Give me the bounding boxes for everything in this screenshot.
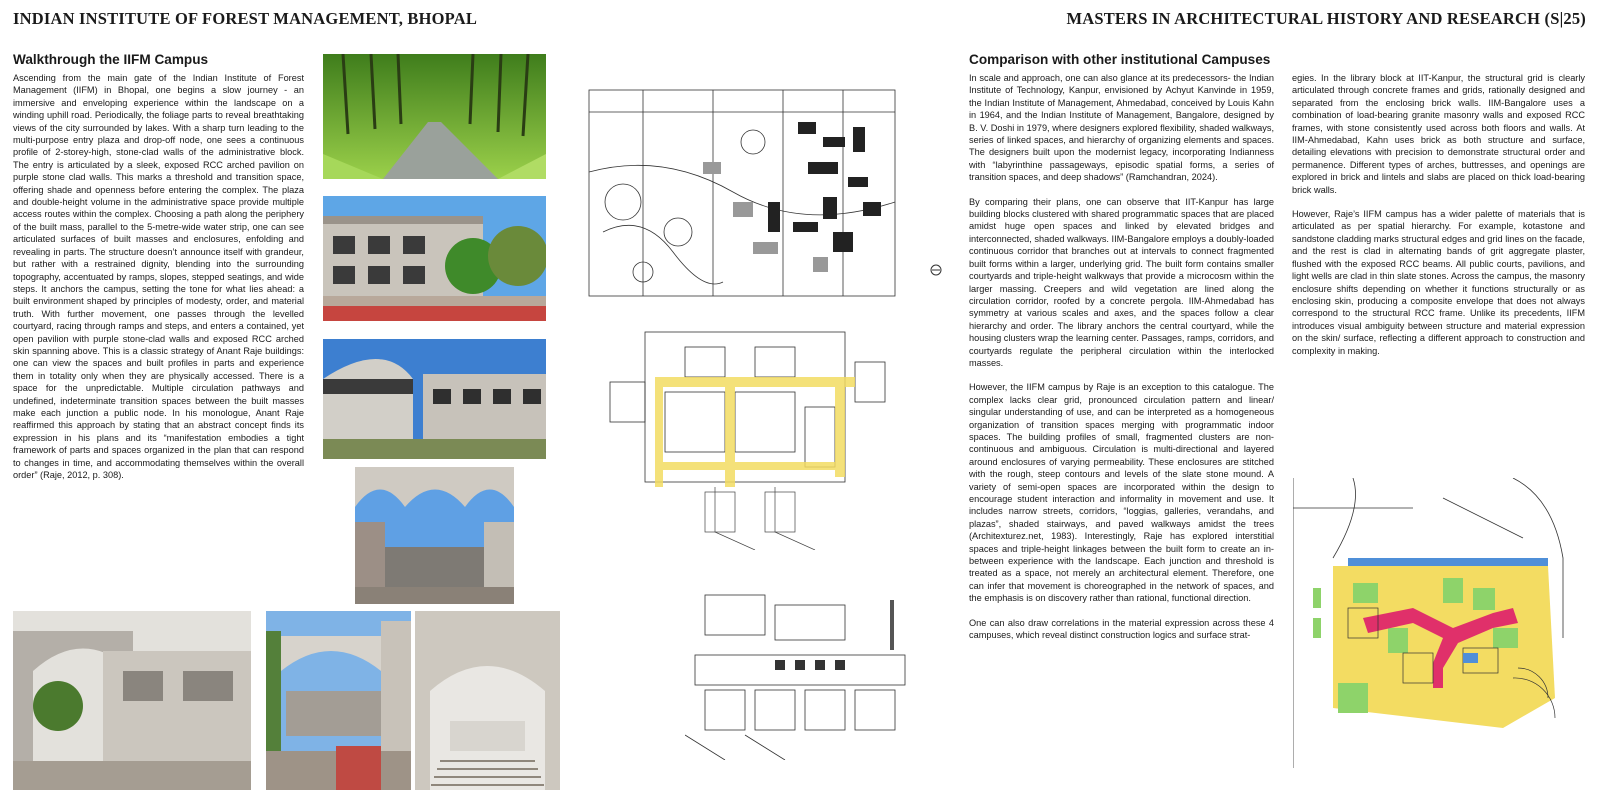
right-column-1	[969, 72, 1274, 641]
campus-plan-2	[605, 322, 895, 550]
pavilion-view-photo	[266, 611, 411, 790]
campus-site-plan-1	[583, 82, 903, 304]
right-col2-para-1: egies. In the library block at IIT-Kanpur, the structural grid is clearly articulated through concrete frames and grids, rationally designed and separated from the enclosing brick walls. IIM-Bangalore uses a combination of load-bearing granite masonry walls and exposed RCC frames, with stone consistently used across both floors and walls. At IIM-Ahmedabad, Kahn uses brick as both structure and surface, detailing elevations with precision to demonstrate structural order and permanence. Different types of arches, buttresses, and openings are explored in brick and lintels and slabs are placed on thick load-bearing brick walls.	[1292, 73, 1585, 195]
stair-arch-photo	[415, 611, 560, 790]
left-section-title: Walkthrough the IIFM Campus	[13, 52, 209, 67]
forest-road-photo	[323, 54, 546, 179]
right-col1-para-3: However, the IIFM campus by Raje is an exception to this catalogue. The complex lacks clear grid, pronounced circulation pattern and linear/ singular understanding of use, and can be interpreted as a homogeneous organization of transition spaces merging with programmatic indoor spaces. The building profiles of small, fragmented clusters are non-continuous and ambiguous. Circulation is multi-directional and layered around enclosures of varying permeability. These enclosures are stitched with the rough, steep contours and levels of the slate stone mound. A variety of semi-open spaces are incorporated within the design to encourage student interaction and informality in movement and use. It includes narrow streets, corridors, “loggias, galleries, verandahs, and plazas”, shaded stairways, and paved walkways amidst the trees (Architexturez.net, 1983). Interestingly, Raje has explored interstitial spaces and triple-height linkages between the built form to create an in-between experience with the landscape. Each junction and threshold is treated as a space, not merely an architectural element. Therefore, one can infer that movement is choreographed in the network of spaces, and the emphasis is on discovery rather than rational, functional direction.	[969, 382, 1274, 604]
courtyard-arch-photo	[13, 611, 251, 790]
arched-pavilion-photo	[323, 339, 546, 459]
right-col1-para-1: In scale and approach, one can also glance at its predecessors- the Indian Institute of Technology, Kanpur, envisioned by Achyut Kanvinde in 1959, the Indian Institute of Management, Ahmedabad, conceived by Louis Kahn in 1964, and the Indian Institute of Management, Bangalore, designed by B. V. Doshi in 1979, where designers explored flexibility, shaded walkways, series of linked spaces, and hierarchy of organizing elements and spaces. The designers built upon the modernist legacy, incorporating Indianness with “labyrinthine passageways, episodic spatial forms, a series of transition spaces, and deep shadows” (Ramchandran, 2024).	[969, 73, 1274, 183]
admin-block-photo	[323, 196, 546, 321]
right-col1-para-4: One can also draw correlations in the material expression across these 4 campuses, which reveal distinct construction logics and surface strat-	[969, 617, 1274, 641]
campus-plan-3	[685, 585, 920, 760]
right-column-2	[1292, 72, 1585, 357]
header-left: INDIAN INSTITUTE OF FOREST MANAGEMENT, BHOPAL	[13, 9, 478, 28]
north-arrow-icon	[930, 264, 942, 276]
header-right: MASTERS IN ARCHITECTURAL HISTORY AND RESEARCH (S|25)	[1066, 9, 1586, 28]
right-section-title: Comparison with other institutional Campuses	[969, 52, 1271, 67]
right-col2-para-2: However, Raje’s IIFM campus has a wider palette of materials that is articulated as per spatial hierarchy. For example, kotastone and sandstone cladding marks structural edges and grid lines on the facade, and the rest is clad in alternating bands of grit aggregate plaster, flushed with the exposed RCC beams. All public courts, pavilions, and light wells are clad in thin slate stones. Across the campus, the masonry enclosure shifts depending on whether it functions structurally or as enclosing skin, producing a composite envelope that does not always correspond to the structural RCC frame. Unlike its precedents, IIFM introduces visual ambiguity between structure and material expression on the skin/ surface, reflecting a different approach to construction and complexity in making.	[1292, 209, 1585, 356]
right-col1-para-2: By comparing their plans, one can observe that IIT-Kanpur has large building blocks clustered with shared programmatic spaces that are placed amidst huge open spaces and linked by elevated bridges and interconnected, shaded walkways. IIM-Bangalore employs a doubly-loaded continuous corridor that branches out at intervals to connect fragmented built forms within a larger, underlying grid. The built form contains smaller courtyards and triple-height walkways that provide a microcosm within the larger massing. Creepers and wild vegetation are lined along the circulation corridor, roofed by a concrete pergola. IIM-Ahmedabad has symmetry at various scales and axes, and the spaces follow a clear hierarchy and order. The library anchors the central courtyard, while the housing clusters wrap the learning center. Passages, ramps, corridors, and courtyards regulate the peripheral circulation within the interlocked masses.	[969, 196, 1274, 368]
entrance-arches-photo	[355, 467, 514, 604]
iifm-colored-plan	[1293, 478, 1587, 768]
left-section-body: Ascending from the main gate of the Indian Institute of Forest Management (IIFM) in Bhopal, one begins a slow journey - an immersive and enveloping experience within the landscape on a winding uphill road. Periodically, the foliage parts to reveal breathtaking views of the city surrounded by lakes. With a sharp turn leading to the multi-purpose entry plaza and drop-off node, one sees a continuous profile of 2-storey-high, stone-clad walls of the administrative block. The entry is articulated by a sleek, exposed RCC arched pavilion on purple stone clad walls. This marks a threshold and transition space, offering shade and openness before entering the complex. The plaza and double-height volume in the administrative space provide multiple access routes within the complex. Choosing a path along the periphery of the built mass, parallel to the 5-metre-wide water strip, one can see articulated surfaces of built masses and enclosures, enfolding and revealing in parts. The structure doesn’t announce itself with grandeur, but rather with a restrained dignity, blending into the surrounding topography, accentuated by ramps, slopes, stepped seatings, and wide steps. It anchors the campus, setting the tone for what lies ahead: a built environment shaped by principles of modesty, order, and material truth. With further movement, one passes through the levelled courtyard, racing through ramps and steps, and enters a contained, yet open pavilion with purple stone-clad walls and exposed RCC arched skin spanning above. This is a classic strategy of Anant Raje buildings: one can view the spaces and built profiles in parts and experience them in totality only when they are physically accessed. There is a space for the unpredictable. Multiple circulation pathways and undefined, indeterminate transition spaces between the built masses make each junction a public node. In his monologue, Anant Raje reaffirmed this approach by stating that an abstract concept finds its expression in his plans and its “manifestation embodies a tight framework of parts and spaces organized in the plan that can respond to changes in time, and accommodating themselves within the overall order” (Raje, 2012, p. 308).	[13, 73, 304, 480]
